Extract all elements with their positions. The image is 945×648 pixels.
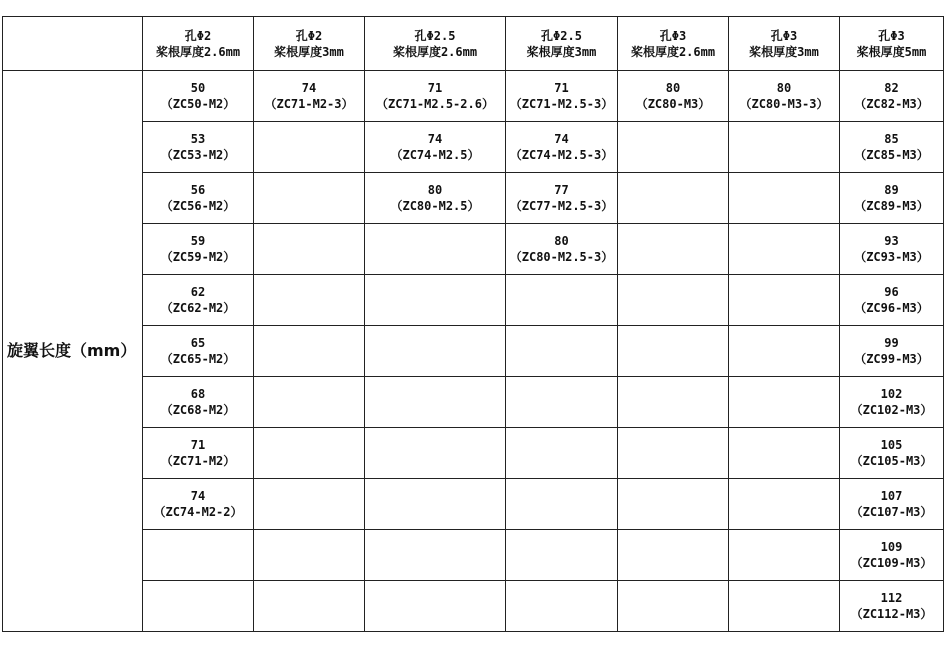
table-cell <box>618 581 729 632</box>
rotor-length-value: 74 <box>427 132 443 146</box>
model-code: （ZC80-M2.5-3） <box>509 250 614 264</box>
model-code: （ZC65-M2） <box>160 352 236 366</box>
rotor-length-value: 71 <box>554 81 569 95</box>
root-thickness-label: 桨根厚度3mm <box>749 44 819 59</box>
rotor-length-value: 96 <box>884 285 899 299</box>
table-cell <box>618 377 729 428</box>
hole-size-label: 孔Φ2.5 <box>414 28 456 43</box>
table-cell <box>254 122 365 173</box>
table-cell <box>143 479 254 530</box>
table-row <box>3 71 944 122</box>
table-cell <box>729 377 840 428</box>
rotor-length-value: 112 <box>880 591 903 605</box>
table-cell <box>365 479 506 530</box>
table-cell <box>254 71 365 122</box>
model-code: （ZC82-M3） <box>854 97 929 111</box>
column-header <box>365 17 506 71</box>
table-cell <box>143 275 254 326</box>
table-cell <box>506 122 618 173</box>
model-code: （ZC71-M2-3） <box>264 97 354 111</box>
model-code: （ZC105-M3） <box>850 454 933 468</box>
table-cell <box>143 173 254 224</box>
rotor-length-value: 85 <box>884 132 899 146</box>
table-cell <box>365 122 506 173</box>
table-row <box>3 224 944 275</box>
model-code: （ZC71-M2.5-3） <box>509 97 614 111</box>
table-cell <box>618 173 729 224</box>
table-cell <box>506 173 618 224</box>
model-code: （ZC102-M3） <box>850 403 933 417</box>
table-cell <box>840 581 944 632</box>
root-thickness-label: 桨根厚度3mm <box>526 44 597 59</box>
table-cell <box>840 479 944 530</box>
table-cell <box>506 479 618 530</box>
table-cell <box>254 224 365 275</box>
rotor-length-value: 59 <box>190 234 206 248</box>
table-cell <box>840 224 944 275</box>
model-code: （ZC62-M2） <box>160 301 236 315</box>
rotor-length-value: 71 <box>190 438 206 452</box>
table-cell <box>618 224 729 275</box>
rotor-length-value: 53 <box>190 132 206 146</box>
column-header <box>254 17 365 71</box>
table-cell <box>840 377 944 428</box>
table-cell <box>254 530 365 581</box>
table-cell <box>729 122 840 173</box>
model-code: （ZC93-M3） <box>854 250 929 264</box>
model-code: （ZC68-M2） <box>160 403 236 417</box>
table-cell <box>729 581 840 632</box>
table-row <box>3 275 944 326</box>
table-row <box>3 581 944 632</box>
table-cell <box>840 122 944 173</box>
rotor-length-value: 62 <box>190 285 206 299</box>
table-cell <box>506 428 618 479</box>
table-header-row <box>3 17 944 71</box>
rotor-length-value: 93 <box>884 234 899 248</box>
table-cell <box>729 479 840 530</box>
rotor-length-value: 74 <box>554 132 569 146</box>
root-thickness-label: 桨根厚度2.6mm <box>630 44 716 59</box>
table-cell <box>618 275 729 326</box>
table-cell <box>840 275 944 326</box>
table-cell <box>143 581 254 632</box>
table-cell <box>365 71 506 122</box>
rotor-length-value: 80 <box>554 234 569 248</box>
table-cell <box>254 173 365 224</box>
table-cell <box>254 479 365 530</box>
table-body <box>3 71 944 632</box>
table-cell <box>729 275 840 326</box>
table-cell <box>618 428 729 479</box>
table-row <box>3 326 944 377</box>
rotor-length-value: 50 <box>190 81 206 95</box>
model-code: （ZC99-M3） <box>854 352 929 366</box>
table-row <box>3 377 944 428</box>
table-cell <box>618 530 729 581</box>
rotor-length-value: 89 <box>884 183 899 197</box>
rotor-length-value: 65 <box>190 336 206 350</box>
table-cell <box>365 530 506 581</box>
rotor-length-value: 109 <box>880 540 903 554</box>
table-cell <box>254 326 365 377</box>
hole-size-label: 孔Φ2 <box>295 28 323 43</box>
table-cell <box>729 71 840 122</box>
model-code: （ZC85-M3） <box>854 148 929 162</box>
table-row <box>3 530 944 581</box>
model-code: （ZC74-M2.5-3） <box>509 148 614 162</box>
model-code: （ZC59-M2） <box>160 250 236 264</box>
table-cell <box>506 71 618 122</box>
table-cell <box>143 326 254 377</box>
root-thickness-label: 桨根厚度2.6mm <box>392 44 478 59</box>
model-code: （ZC50-M2） <box>160 97 236 111</box>
table-cell <box>506 224 618 275</box>
table-cell <box>840 428 944 479</box>
table-cell <box>365 428 506 479</box>
table-cell <box>618 326 729 377</box>
rotor-length-value: 71 <box>427 81 443 95</box>
table-cell <box>840 173 944 224</box>
table-cell <box>506 530 618 581</box>
table-cell <box>254 275 365 326</box>
rotor-length-value: 82 <box>884 81 899 95</box>
table-cell <box>618 71 729 122</box>
table-cell <box>365 326 506 377</box>
table-cell <box>143 224 254 275</box>
model-code: （ZC96-M3） <box>854 301 929 315</box>
table-cell <box>506 581 618 632</box>
table-cell <box>143 377 254 428</box>
rotor-length-value: 68 <box>190 387 206 401</box>
table-cell <box>729 224 840 275</box>
rotor-length-value: 56 <box>190 183 206 197</box>
table-cell <box>143 428 254 479</box>
table-cell <box>143 71 254 122</box>
rotor-length-value: 80 <box>665 81 681 95</box>
table-cell <box>506 377 618 428</box>
table-cell <box>840 530 944 581</box>
rotor-length-value: 105 <box>880 438 903 452</box>
model-code: （ZC56-M2） <box>160 199 236 213</box>
table-cell <box>254 428 365 479</box>
rotor-length-value: 77 <box>554 183 569 197</box>
table-cell <box>506 326 618 377</box>
table-cell <box>618 479 729 530</box>
hole-size-label: 孔Φ2 <box>184 28 212 43</box>
table-cell <box>365 224 506 275</box>
model-code: （ZC71-M2） <box>160 454 236 468</box>
table-cell <box>365 581 506 632</box>
table-cell <box>143 122 254 173</box>
table-row <box>3 122 944 173</box>
rotor-length-value: 74 <box>190 489 206 503</box>
model-code: （ZC112-M3） <box>850 607 933 621</box>
model-code: （ZC89-M3） <box>854 199 929 213</box>
table-cell <box>729 173 840 224</box>
model-code: （ZC53-M2） <box>160 148 236 162</box>
rotor-length-value: 99 <box>884 336 899 350</box>
hole-size-label: 孔Φ3 <box>878 28 905 43</box>
table-cell <box>840 326 944 377</box>
model-code: （ZC71-M2.5-2.6） <box>376 97 494 111</box>
table-cell <box>840 71 944 122</box>
table-cell <box>729 530 840 581</box>
rotor-size-table <box>2 16 944 632</box>
model-code: （ZC74-M2-2） <box>153 505 243 519</box>
rotor-length-value: 107 <box>880 489 903 503</box>
model-code: （ZC109-M3） <box>850 556 933 570</box>
rotor-length-value: 80 <box>427 183 443 197</box>
corner-cell <box>3 17 143 71</box>
column-header <box>506 17 618 71</box>
rotor-length-value: 102 <box>880 387 903 401</box>
table-cell <box>365 377 506 428</box>
table-row <box>3 428 944 479</box>
table-cell <box>729 326 840 377</box>
column-header <box>840 17 944 71</box>
column-header <box>143 17 254 71</box>
rotor-length-value: 74 <box>301 81 317 95</box>
hole-size-label: 孔Φ3 <box>659 28 687 43</box>
column-header <box>618 17 729 71</box>
hole-size-label: 孔Φ3 <box>770 28 798 43</box>
table-cell <box>506 275 618 326</box>
table-cell <box>143 530 254 581</box>
table-cell <box>365 275 506 326</box>
table-cell <box>618 122 729 173</box>
row-header-rotor-length: 旋翼长度（mm） <box>3 71 143 632</box>
root-thickness-label: 桨根厚度5mm <box>856 44 927 59</box>
table-row <box>3 173 944 224</box>
model-code: （ZC80-M2.5） <box>390 199 480 213</box>
table-cell <box>729 428 840 479</box>
table-cell <box>254 377 365 428</box>
root-thickness-label: 桨根厚度2.6mm <box>155 44 241 59</box>
rotor-length-value: 80 <box>776 81 792 95</box>
model-code: （ZC107-M3） <box>850 505 933 519</box>
table-row <box>3 479 944 530</box>
model-code: （ZC74-M2.5） <box>390 148 480 162</box>
model-code: （ZC77-M2.5-3） <box>509 199 614 213</box>
model-code: （ZC80-M3） <box>635 97 711 111</box>
root-thickness-label: 桨根厚度3mm <box>274 44 344 59</box>
column-header <box>729 17 840 71</box>
hole-size-label: 孔Φ2.5 <box>541 28 582 43</box>
model-code: （ZC80-M3-3） <box>739 97 829 111</box>
table-cell <box>254 581 365 632</box>
table-cell <box>365 173 506 224</box>
